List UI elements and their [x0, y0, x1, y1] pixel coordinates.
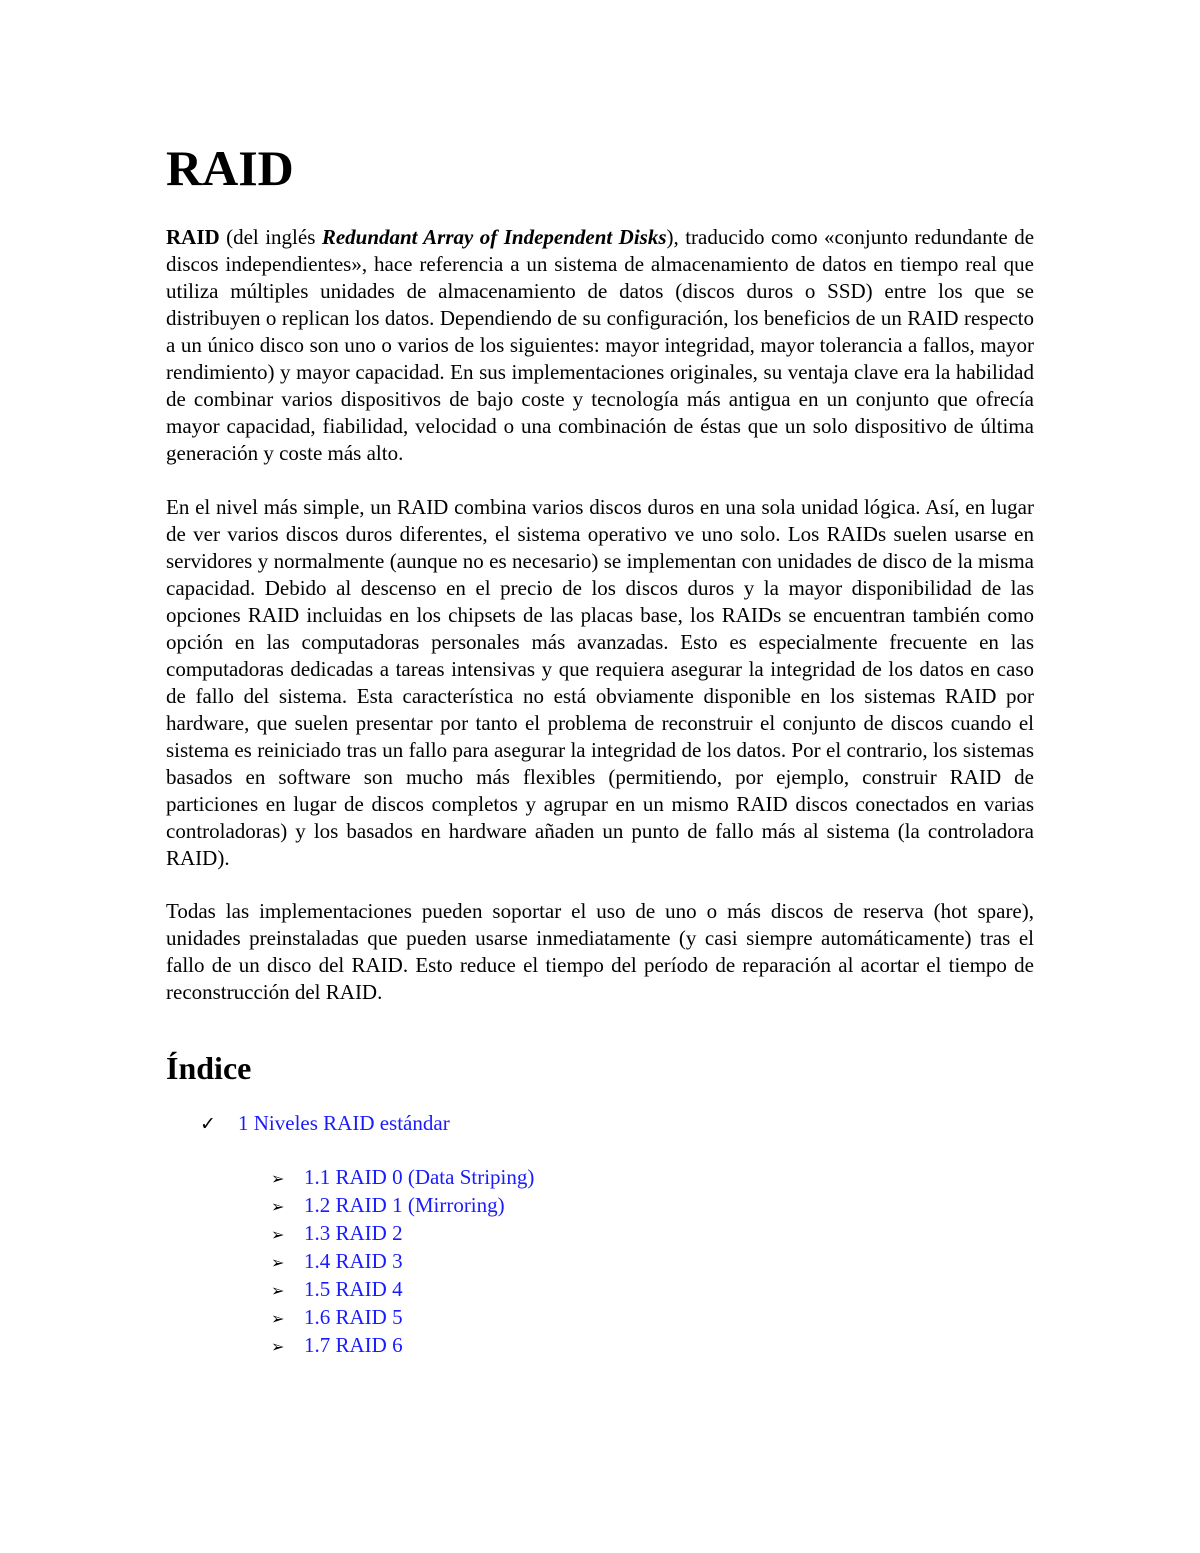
intro-term: RAID [166, 225, 220, 249]
arrow-bullet-icon: ➢ [271, 1337, 285, 1356]
toc-link-raid-0[interactable]: 1.1 RAID 0 (Data Striping) [304, 1165, 535, 1189]
page-title: RAID [166, 140, 294, 196]
arrow-bullet-icon: ➢ [271, 1309, 285, 1328]
toc-sublist [271, 1164, 1034, 1360]
arrow-bullet-icon: ➢ [271, 1197, 285, 1216]
table-of-contents [166, 1110, 1034, 1360]
intro-paragraph [166, 224, 1034, 467]
arrow-bullet-icon: ➢ [271, 1225, 285, 1244]
arrow-bullet-icon: ➢ [271, 1169, 285, 1188]
toc-link-raid-6[interactable]: 1.7 RAID 6 [304, 1333, 403, 1357]
index-heading: Índice [166, 1050, 252, 1086]
toc-sub-item [271, 1248, 1034, 1276]
toc-link-raid-5[interactable]: 1.6 RAID 5 [304, 1305, 403, 1329]
paragraph-3: Todas las implementaciones pueden soportar el uso de uno o más discos de reserva (hot spare), unidades preinstaladas que pueden usarse inmediatamente (y casi siempre automáticamente) tras el fallo de un disco del RAID. Esto reduce el tiempo del período de reparación al acortar el tiempo de reconstrucción del RAID. [166, 899, 1034, 1004]
toc-sub-item [271, 1304, 1034, 1332]
toc-link-raid-1[interactable]: 1.2 RAID 1 (Mirroring) [304, 1193, 505, 1217]
toc-link-raid-4[interactable]: 1.5 RAID 4 [304, 1277, 403, 1301]
checkmark-icon: ✓ [200, 1113, 216, 1135]
arrow-bullet-icon: ➢ [271, 1281, 285, 1300]
intro-english-term: Redundant Array of Independent Disks [321, 225, 667, 249]
toc-link-raid-2[interactable]: 1.3 RAID 2 [304, 1221, 403, 1245]
intro-text-1: (del inglés [219, 225, 322, 249]
toc-sub-item [271, 1220, 1034, 1248]
toc-sub-item [271, 1192, 1034, 1220]
toc-sub-item [271, 1332, 1034, 1360]
paragraph-2: En el nivel más simple, un RAID combina varios discos duros en una sola unidad lógica. Así, en lugar de ver varios discos duros diferentes, el sistema operativo ve uno solo. Los RAIDs suelen usarse en servidores y normalmente (aunque no es necesario) se implementan con unidades de disco de la misma capacidad. Debido al descenso en el precio de los discos duros y la mayor disponibilidad de las opciones RAID incluidas en los chipsets de las placas base, los RAIDs se encuentran también como opción en las computadoras personales más avanzadas. Esto es especialmente frecuente en las computadoras dedicadas a tareas intensivas y que requiera asegurar la integridad de los datos en caso de fallo del sistema. Esta característica no está obviamente disponible en los sistemas RAID por hardware, que suelen presentar por tanto el problema de reconstruir el conjunto de discos cuando el sistema es reiniciado tras un fallo para asegurar la integridad de los datos. Por el contrario, los sistemas basados en software son mucho más flexibles (permitiendo, por ejemplo, construir RAID de particiones en lugar de discos completos y agrupar en un mismo RAID discos conectados en varias controladoras) y los basados en hardware añaden un punto de fallo más al sistema (la controladora RAID). [166, 495, 1034, 870]
toc-sub-item [271, 1164, 1034, 1192]
arrow-bullet-icon: ➢ [271, 1253, 285, 1272]
toc-sub-item [271, 1276, 1034, 1304]
document-page [166, 132, 1034, 1360]
toc-link-raid-3[interactable]: 1.4 RAID 3 [304, 1249, 403, 1273]
toc-link-niveles-raid[interactable]: 1 Niveles RAID estándar [238, 1111, 450, 1135]
intro-text-2: ), traducido como «conjunto redundante de discos independientes», hace referencia a un sistema de almacenamiento de datos en tiempo real que utiliza múltiples unidades de almacenamiento de datos (discos duros o SSD) entre los que se distribuyen o replican los datos. Dependiendo de su configuración, los beneficios de un RAID respecto a un único disco son uno o varios de los siguientes: mayor integridad, mayor tolerancia a fallos, mayor rendimiento) y mayor capacidad. En sus implementaciones originales, su ventaja clave era la habilidad de combinar varios dispositivos de bajo coste y tecnología más antigua en un conjunto que ofrecía mayor capacidad, fiabilidad, velocidad o una combinación de éstas que un solo dispositivo de última generación y coste más alto. [166, 225, 1035, 465]
toc-level1-item [166, 1110, 1034, 1360]
